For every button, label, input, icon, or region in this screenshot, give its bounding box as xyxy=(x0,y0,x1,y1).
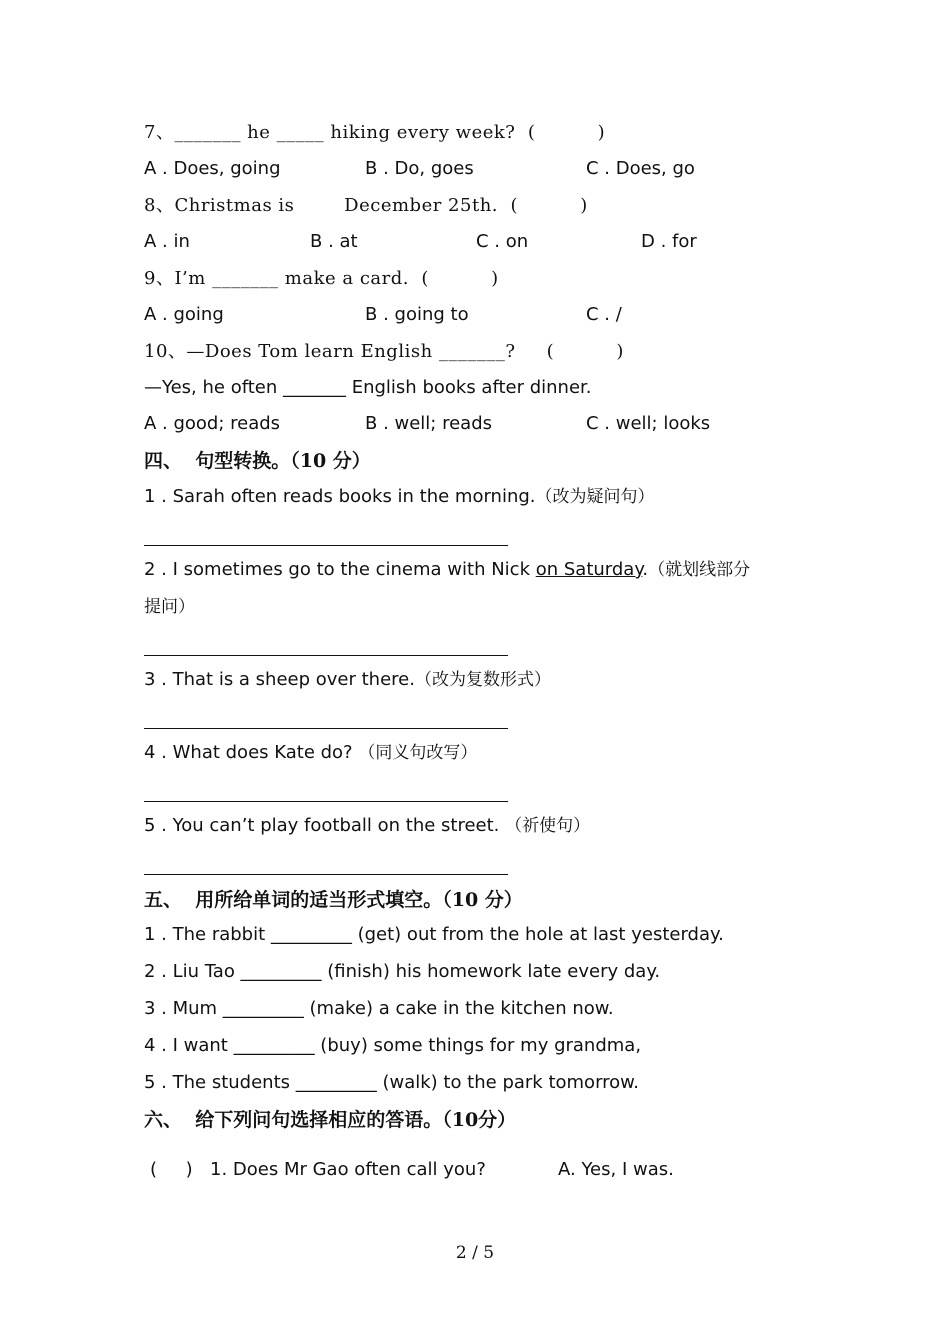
section-6-heading: 六、 给下列问句选择相应的答语。（10分） xyxy=(144,1109,517,1131)
fill-item-1: 1 . The rabbit _________ (get) out from the hole at last yesterday. xyxy=(144,924,724,945)
question-8-option-a: A . in xyxy=(144,231,190,252)
fill-item-4: 4 . I want _________ (buy) some things for my grandma, xyxy=(144,1035,642,1056)
transform-item-2-text: 2 . I sometimes go to the cinema with Nick xyxy=(144,559,536,580)
answer-line-1[interactable] xyxy=(144,545,508,546)
transform-item-3-note: （改为复数形式） xyxy=(414,670,551,690)
transform-item-2-note-cont: 提问） xyxy=(144,597,195,617)
transform-item-2-post: . xyxy=(642,559,649,580)
match-q1-question: 1. Does Mr Gao often call you? xyxy=(210,1159,486,1180)
transform-item-4-note: （同义句改写） xyxy=(358,743,478,763)
transform-item-1 xyxy=(144,485,655,509)
transform-item-2 xyxy=(144,558,750,582)
answer-line-2[interactable] xyxy=(144,655,508,656)
transform-item-3 xyxy=(144,668,551,692)
transform-item-5-text: 5 . You can’t play football on the street. xyxy=(144,815,506,836)
transform-item-1-note: （改为疑问句） xyxy=(535,487,655,507)
question-8-option-c: C . on xyxy=(476,231,529,252)
answer-line-3[interactable] xyxy=(144,728,508,729)
page-number: 2 / 5 xyxy=(455,1243,495,1263)
transform-item-1-text: 1 . Sarah often reads books in the morning. xyxy=(144,486,536,507)
match-q1-paren[interactable]: ( ) xyxy=(150,1159,193,1180)
question-9-option-a: A . going xyxy=(144,304,224,325)
fill-item-2: 2 . Liu Tao _________ (finish) his homework late every day. xyxy=(144,961,661,982)
question-7-option-c: C . Does, go xyxy=(586,158,695,179)
transform-item-3-text: 3 . That is a sheep over there. xyxy=(144,669,415,690)
question-10-stem: 10、—Does Tom learn English _______? ( ) xyxy=(144,341,624,362)
question-7-option-a: A . Does, going xyxy=(144,158,281,179)
match-answer-a: A. Yes, I was. xyxy=(558,1159,674,1180)
question-8-option-d: D . for xyxy=(641,231,697,252)
transform-item-5-note: （祈使句） xyxy=(505,816,591,836)
fill-item-5: 5 . The students _________ (walk) to the park tomorrow. xyxy=(144,1072,639,1093)
question-10-option-a: A . good; reads xyxy=(144,413,281,434)
answer-line-4[interactable] xyxy=(144,801,508,802)
question-10-option-c: C . well; looks xyxy=(586,413,711,434)
transform-item-4-text: 4 . What does Kate do? xyxy=(144,742,359,763)
transform-item-2-underlined: on Saturday xyxy=(535,559,643,580)
transform-item-5 xyxy=(144,814,590,838)
fill-item-3: 3 . Mum _________ (make) a cake in the kitchen now. xyxy=(144,998,614,1019)
question-7-option-b: B . Do, goes xyxy=(365,158,474,179)
question-9-option-c: C . / xyxy=(586,304,622,325)
question-7-stem: 7、_______ he _____ hiking every week? ( ) xyxy=(144,122,606,143)
section-4-heading: 四、 句型转换。（10 分） xyxy=(144,450,371,472)
answer-line-5[interactable] xyxy=(144,874,508,875)
question-9-stem: 9、I’m _______ make a card. ( ) xyxy=(144,268,499,289)
question-10-reply: —Yes, he often _______ English books after dinner. xyxy=(144,377,592,398)
question-9-option-b: B . going to xyxy=(365,304,469,325)
question-10-option-b: B . well; reads xyxy=(365,413,493,434)
transform-item-4 xyxy=(144,741,477,765)
transform-item-2-note: （就划线部分 xyxy=(648,560,751,580)
section-5-heading: 五、 用所给单词的适当形式填空。（10 分） xyxy=(144,889,523,911)
question-8-option-b: B . at xyxy=(310,231,358,252)
question-8-stem: 8、Christmas is December 25th. ( ) xyxy=(144,195,588,216)
